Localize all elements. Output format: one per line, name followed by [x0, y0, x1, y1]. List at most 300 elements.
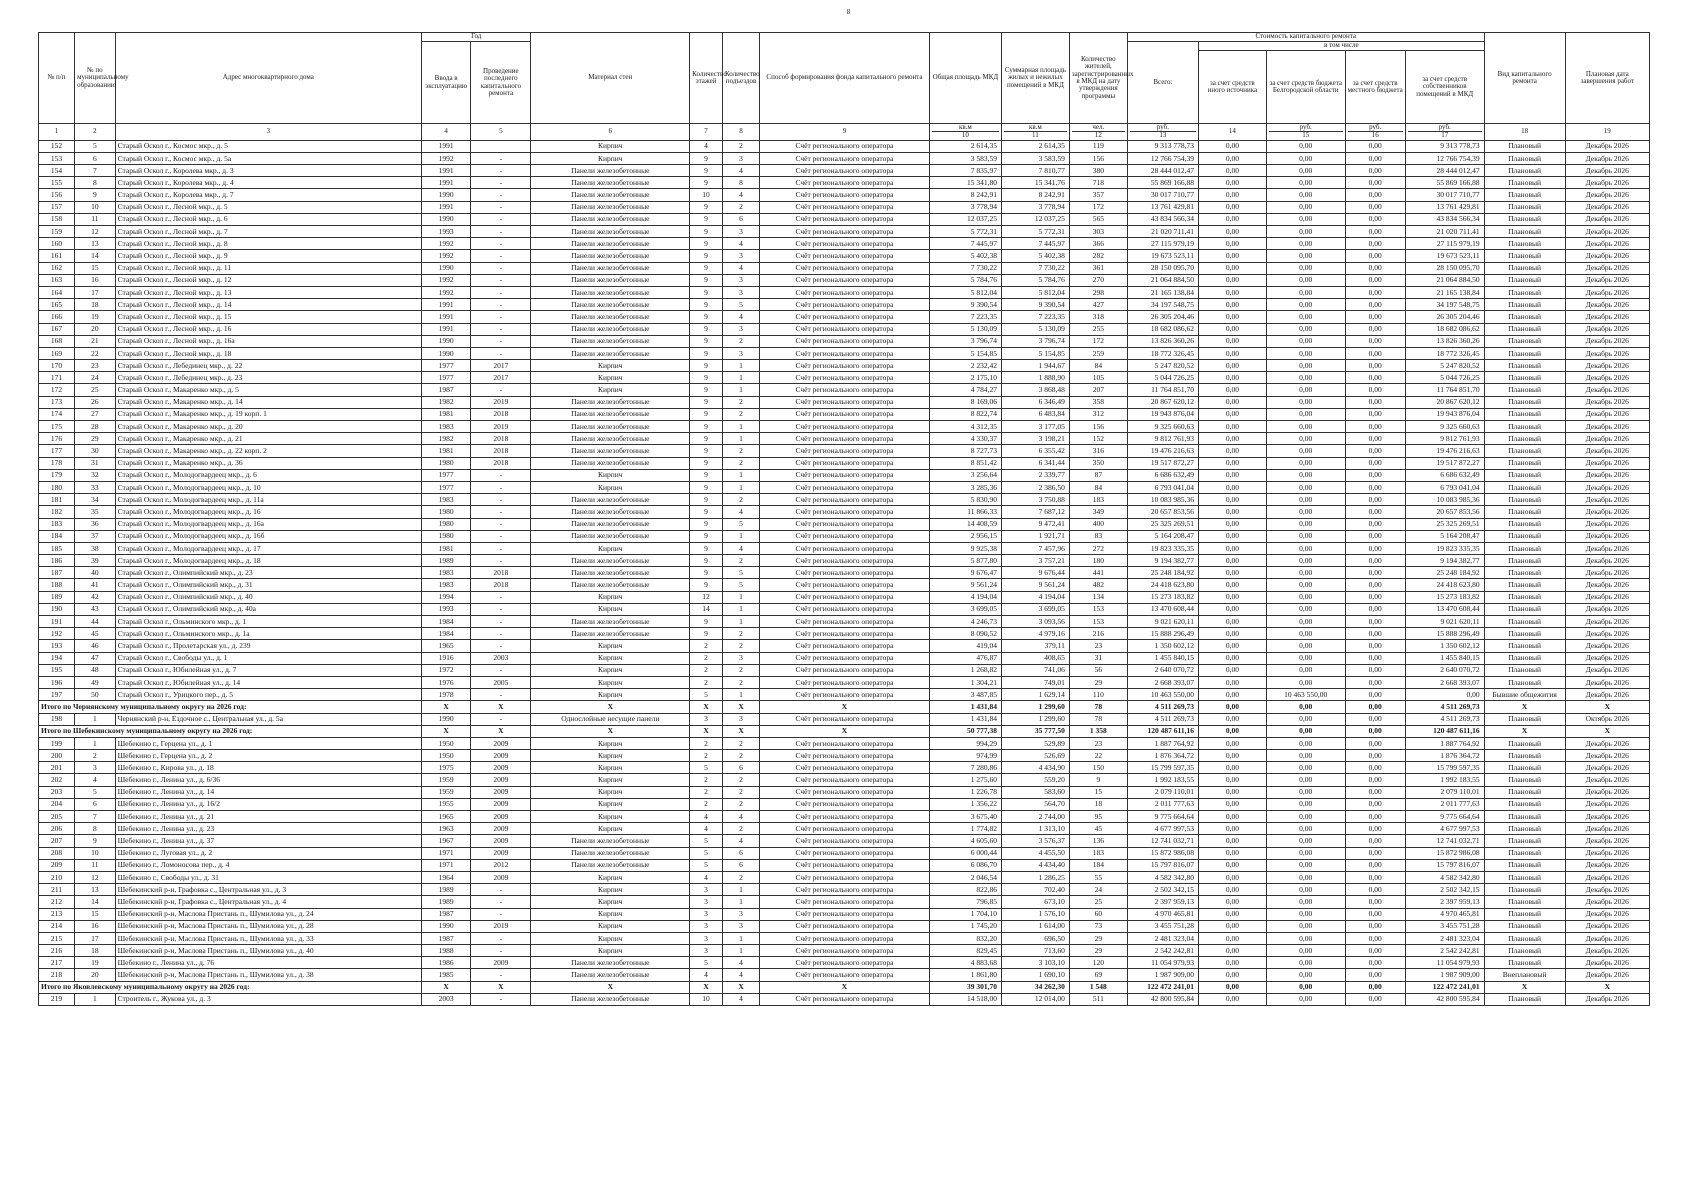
table-cell: 3 796,74 [929, 335, 1001, 347]
table-cell: 1967 [422, 835, 471, 847]
table-cell: 2 [722, 676, 759, 688]
table-cell: 7 457,96 [1002, 542, 1070, 554]
table-cell: Старый Оскол г., Молодогвардеец мкр., д. 17 [115, 542, 421, 554]
table-cell: 0,00 [1266, 628, 1345, 640]
table-row [39, 908, 1650, 920]
column-number-label: 6 [608, 127, 613, 136]
unit-label: руб. [1408, 124, 1482, 132]
table-cell: 4 605,60 [929, 835, 1001, 847]
table-cell: 2009 [471, 786, 531, 798]
table-cell: 1984 [422, 616, 471, 628]
table-cell: 213 [39, 908, 75, 920]
table-cell: 1 [722, 591, 759, 603]
subtotal-cell: 1 548 [1069, 981, 1127, 993]
table-cell: 1990 [422, 213, 471, 225]
table-cell: 45 [1069, 823, 1127, 835]
table-cell: Плановый [1484, 884, 1565, 896]
table-cell: 1 350 602,12 [1127, 640, 1198, 652]
table-cell: 11 866,33 [929, 506, 1001, 518]
table-cell: 0,00 [1198, 457, 1266, 469]
table-cell: Плановый [1484, 530, 1565, 542]
table-cell: 17 [75, 932, 115, 944]
table-cell: 2017 [471, 360, 531, 372]
table-cell: Декабрь 2026 [1565, 664, 1649, 676]
table-row [39, 859, 1650, 871]
table-cell: Плановый [1484, 335, 1565, 347]
table-cell: 1 921,71 [1002, 530, 1070, 542]
table-cell: 5 402,38 [929, 250, 1001, 262]
table-cell: 3 [690, 932, 723, 944]
table-cell: 2 [722, 408, 759, 420]
table-cell: 12 766 754,39 [1127, 152, 1198, 164]
table-cell: Плановый [1484, 908, 1565, 920]
table-cell: 5 772,31 [929, 226, 1001, 238]
table-cell: 0,00 [1266, 811, 1345, 823]
table-cell: Счёт регионального оператора [760, 567, 930, 579]
table-cell: 2 [690, 798, 723, 810]
table-cell: Панели железобетонные [531, 165, 690, 177]
table-cell: Шебекино г., Луговая ул., д. 2 [115, 847, 421, 859]
table-cell: 3 [722, 274, 759, 286]
table-cell: 28 444 012,47 [1127, 165, 1198, 177]
table-cell: Шебекинский р-н, Маслова Пристань п., Шумилова ул., д. 28 [115, 920, 421, 932]
table-cell: Счёт регионального оператора [760, 311, 930, 323]
table-cell: Плановый [1484, 616, 1565, 628]
table-cell: 1989 [422, 896, 471, 908]
table-cell: - [471, 640, 531, 652]
table-cell: Старый Оскол г., Лесной мкр., д. 14 [115, 299, 421, 311]
table-row [39, 299, 1650, 311]
table-cell: 0,00 [1266, 835, 1345, 847]
table-cell: Плановый [1484, 859, 1565, 871]
table-cell: - [471, 250, 531, 262]
table-cell: - [471, 311, 531, 323]
table-cell: 4 970 465,81 [1127, 908, 1198, 920]
table-cell: 564,70 [1002, 798, 1070, 810]
table-cell: 0,00 [1198, 299, 1266, 311]
table-cell: 0,00 [1345, 506, 1405, 518]
table-cell: 14 518,00 [929, 993, 1001, 1005]
table-cell: 357 [1069, 189, 1127, 201]
table-cell: Старый Оскол г., Лесной мкр., д. 18 [115, 347, 421, 359]
table-cell: 358 [1069, 396, 1127, 408]
table-cell: Старый Оскол г., Юбилейная ул., д. 14 [115, 676, 421, 688]
table-row [39, 323, 1650, 335]
column-number [422, 124, 471, 141]
table-cell: Счёт регионального оператора [760, 360, 930, 372]
table-cell: Счёт регионального оператора [760, 347, 930, 359]
table-row [39, 676, 1650, 688]
column-number-label: 11 [1032, 131, 1039, 140]
table-cell: 9 [690, 469, 723, 481]
table-cell: 1 876 364,72 [1127, 750, 1198, 762]
table-cell: 0,00 [1198, 774, 1266, 786]
table-cell: Счёт регионального оператора [760, 713, 930, 725]
table-cell: 1963 [422, 823, 471, 835]
table-cell: 15 273 183,82 [1127, 591, 1198, 603]
table-cell: 3 583,59 [929, 152, 1001, 164]
table-cell: 2 744,00 [1002, 811, 1070, 823]
table-cell: Внеплановый [1484, 969, 1565, 981]
table-cell: 4 312,35 [929, 421, 1001, 433]
subtotal-cell: 1 431,84 [929, 701, 1001, 713]
table-cell: 0,00 [1198, 530, 1266, 542]
table-cell: 22 [75, 347, 115, 359]
table-cell: 0,00 [1266, 469, 1345, 481]
table-cell: Декабрь 2026 [1565, 445, 1649, 457]
column-number [1405, 124, 1484, 141]
table-cell: 8 090,52 [929, 628, 1001, 640]
table-cell: 3 [690, 713, 723, 725]
table-cell: 154 [39, 165, 75, 177]
table-cell: 15 872 986,08 [1405, 847, 1484, 859]
column-number-label: 19 [1603, 127, 1611, 136]
table-cell: Счёт регионального оператора [760, 445, 930, 457]
table-cell: Счёт регионального оператора [760, 750, 930, 762]
table-cell: Плановый [1484, 737, 1565, 749]
table-cell: 0,00 [1266, 177, 1345, 189]
unit-label: руб. [1348, 124, 1403, 132]
table-cell: 4 784,27 [929, 384, 1001, 396]
table-cell: 9 [690, 152, 723, 164]
table-cell: Декабрь 2026 [1565, 945, 1649, 957]
table-cell: 29 [1069, 932, 1127, 944]
table-cell: 21 064 884,50 [1127, 274, 1198, 286]
table-cell: Декабрь 2026 [1565, 798, 1649, 810]
table-cell: 120 [1069, 957, 1127, 969]
table-cell: 0,00 [1345, 676, 1405, 688]
table-cell: Плановый [1484, 250, 1565, 262]
table-cell: 0,00 [1266, 445, 1345, 457]
table-cell: - [471, 262, 531, 274]
table-cell: Плановый [1484, 469, 1565, 481]
table-cell: 29 [75, 433, 115, 445]
table-cell: - [471, 213, 531, 225]
table-cell: 0,00 [1345, 993, 1405, 1005]
table-cell: Счёт регионального оператора [760, 262, 930, 274]
table-cell: Счёт регионального оператора [760, 859, 930, 871]
table-cell: 0,00 [1198, 811, 1266, 823]
table-cell: Шебекино г., Ленина ул., д. 76 [115, 957, 421, 969]
table-cell: 162 [39, 262, 75, 274]
table-cell: 48 [75, 664, 115, 676]
table-cell: 1992 [422, 286, 471, 298]
table-cell: Счёт регионального оператора [760, 396, 930, 408]
table-cell: 9 325 660,63 [1405, 421, 1484, 433]
table-row [39, 932, 1650, 944]
table-cell: 2 [690, 664, 723, 676]
table-cell: 19 517 872,27 [1405, 457, 1484, 469]
table-cell: 2018 [471, 445, 531, 457]
table-cell: 21 165 138,84 [1405, 286, 1484, 298]
table-cell: 7 687,12 [1002, 506, 1070, 518]
table-cell: 18 772 326,45 [1127, 347, 1198, 359]
table-cell: 44 [75, 616, 115, 628]
table-cell: 0,00 [1198, 689, 1266, 701]
table-cell: Декабрь 2026 [1565, 640, 1649, 652]
subtotal-cell: 122 472 241,01 [1127, 981, 1198, 993]
table-cell: 1 [75, 737, 115, 749]
table-cell: Счёт регионального оператора [760, 286, 930, 298]
table-cell: 9 925,38 [929, 542, 1001, 554]
table-cell: Декабрь 2026 [1565, 433, 1649, 445]
table-cell: Старый Оскол г., Лесной мкр., д. 8 [115, 238, 421, 250]
table-cell: 172 [1069, 201, 1127, 213]
col-header-entrances: Количество подъездов [722, 33, 759, 124]
table-cell: 0,00 [1198, 201, 1266, 213]
table-cell: 1 455 840,15 [1405, 652, 1484, 664]
table-cell: 1 [722, 932, 759, 944]
table-cell: Счёт регионального оператора [760, 835, 930, 847]
table-cell: 15 799 597,35 [1405, 762, 1484, 774]
table-row [39, 408, 1650, 420]
table-cell: 26 305 204,46 [1405, 311, 1484, 323]
table-cell: 216 [39, 945, 75, 957]
table-cell: 1991 [422, 177, 471, 189]
table-cell: Кирпич [531, 591, 690, 603]
table-cell: 0,00 [1266, 969, 1345, 981]
table-cell: - [471, 969, 531, 981]
table-cell: 205 [39, 811, 75, 823]
table-cell: Кирпич [531, 652, 690, 664]
table-cell: 1975 [422, 762, 471, 774]
table-cell: 2 [75, 750, 115, 762]
table-cell: 2 [690, 750, 723, 762]
table-row [39, 201, 1650, 213]
table-cell: Старый Оскол г., Макаренко мкр., д. 21 [115, 433, 421, 445]
table-cell: 529,89 [1002, 737, 1070, 749]
table-cell: 9 [690, 530, 723, 542]
table-cell: 4 [722, 506, 759, 518]
table-cell: Счёт регионального оператора [760, 433, 930, 445]
table-cell: 181 [39, 494, 75, 506]
table-cell: 119 [1069, 140, 1127, 152]
table-cell: 5 772,31 [1002, 226, 1070, 238]
table-cell: Плановый [1484, 323, 1565, 335]
table-cell: 2 481 323,04 [1405, 932, 1484, 944]
table-cell: 6 341,44 [1002, 457, 1070, 469]
table-cell: Шебекино г., Ленина ул., д. 14 [115, 786, 421, 798]
table-cell: 0,00 [1266, 396, 1345, 408]
column-number-row [39, 124, 1650, 141]
table-cell: Декабрь 2026 [1565, 201, 1649, 213]
table-cell: 0,00 [1198, 664, 1266, 676]
table-cell: 0,00 [1345, 433, 1405, 445]
table-cell: Плановый [1484, 421, 1565, 433]
table-cell: 1991 [422, 311, 471, 323]
subtotal-cell: X [422, 701, 471, 713]
table-cell: 9 472,41 [1002, 518, 1070, 530]
table-cell: 0,00 [1198, 932, 1266, 944]
table-cell: Плановый [1484, 542, 1565, 554]
column-number-label: 7 [704, 127, 708, 136]
table-cell: - [471, 555, 531, 567]
table-cell: Кирпич [531, 945, 690, 957]
table-cell: Декабрь 2026 [1565, 530, 1649, 542]
table-cell: 4 979,16 [1002, 628, 1070, 640]
col-header-regional-budget: за счет средств бюджета Белгородской области [1266, 51, 1345, 124]
subtotal-row [39, 701, 1650, 713]
table-row [39, 445, 1650, 457]
table-cell: 209 [39, 859, 75, 871]
table-cell: 9 [690, 445, 723, 457]
table-cell: Декабрь 2026 [1565, 957, 1649, 969]
table-cell: 3 [690, 884, 723, 896]
table-cell: Старый Оскол г., Лебединец мкр., д. 22 [115, 360, 421, 372]
table-cell: Старый Оскол г., Лесной мкр., д. 5 [115, 201, 421, 213]
table-cell: Счёт регионального оператора [760, 652, 930, 664]
table-cell: Декабрь 2026 [1565, 542, 1649, 554]
table-cell: Декабрь 2026 [1565, 140, 1649, 152]
table-cell: 441 [1069, 567, 1127, 579]
table-cell: 4 [722, 542, 759, 554]
col-header-total-area: Общая площадь МКД [929, 33, 1001, 124]
column-number-label: 16 [1371, 131, 1379, 140]
table-cell: 5 130,09 [1002, 323, 1070, 335]
table-cell: Старый Оскол г., Космос мкр., д. 5 [115, 140, 421, 152]
table-cell: 34 197 548,75 [1405, 299, 1484, 311]
table-cell: 13 826 360,26 [1127, 335, 1198, 347]
table-cell: 15 341,80 [929, 177, 1001, 189]
table-cell: 136 [1069, 835, 1127, 847]
table-row [39, 713, 1650, 725]
table-cell: 43 [75, 603, 115, 615]
table-cell: 7 [75, 165, 115, 177]
table-cell: 1971 [422, 859, 471, 871]
table-cell: 180 [39, 481, 75, 493]
table-cell: Плановый [1484, 567, 1565, 579]
table-cell: 207 [39, 835, 75, 847]
table-cell: Счёт регионального оператора [760, 299, 930, 311]
table-cell: 6 [722, 859, 759, 871]
table-cell: Панели железобетонные [531, 396, 690, 408]
table-cell: 9 [690, 286, 723, 298]
subtotal-cell: X [1565, 725, 1649, 737]
table-cell: 15 797 816,07 [1405, 859, 1484, 871]
table-cell: 0,00 [1345, 859, 1405, 871]
table-cell: 0,00 [1198, 360, 1266, 372]
table-cell: 6 355,42 [1002, 445, 1070, 457]
table-cell: 38 [75, 542, 115, 554]
table-cell: 1983 [422, 567, 471, 579]
subtotal-cell: 34 262,30 [1002, 981, 1070, 993]
table-cell: 3 778,94 [1002, 201, 1070, 213]
table-cell: 0,00 [1345, 737, 1405, 749]
table-cell: 19 823 335,35 [1127, 542, 1198, 554]
table-cell: 39 [75, 555, 115, 567]
table-cell: Кирпич [531, 908, 690, 920]
table-cell: 0,00 [1345, 494, 1405, 506]
table-cell: 2 [690, 774, 723, 786]
table-cell: - [471, 469, 531, 481]
table-cell: - [471, 518, 531, 530]
table-cell: 3 198,21 [1002, 433, 1070, 445]
table-cell: 0,00 [1345, 835, 1405, 847]
table-cell: 0,00 [1198, 311, 1266, 323]
table-cell: 974,99 [929, 750, 1001, 762]
table-cell: 7 835,97 [929, 165, 1001, 177]
table-cell: 0,00 [1266, 847, 1345, 859]
table-cell: 42 800 595,84 [1405, 993, 1484, 1005]
table-cell: 134 [1069, 591, 1127, 603]
table-cell: Шебекино г., Ленина ул., д. 21 [115, 811, 421, 823]
table-cell: 2 [722, 823, 759, 835]
col-header-other-source: за счет средств иного источника [1198, 51, 1266, 124]
table-cell: 37 [75, 530, 115, 542]
table-cell: 11 764 851,70 [1127, 384, 1198, 396]
table-cell: Счёт регионального оператора [760, 920, 930, 932]
table-cell: 11 764 851,70 [1405, 384, 1484, 396]
table-cell: 9 [690, 238, 723, 250]
table-cell: 0,00 [1345, 664, 1405, 676]
table-cell: 26 [75, 396, 115, 408]
table-cell: 1989 [422, 884, 471, 896]
table-cell: 2018 [471, 433, 531, 445]
table-cell: 0,00 [1345, 823, 1405, 835]
table-cell: Декабрь 2026 [1565, 152, 1649, 164]
table-cell: 170 [39, 360, 75, 372]
table-cell: 0,00 [1198, 408, 1266, 420]
col-header-kind: Вид капитального ремонта [1484, 33, 1565, 124]
table-cell: 4 [722, 262, 759, 274]
table-cell: Декабрь 2026 [1565, 299, 1649, 311]
table-cell: 18 772 326,45 [1405, 347, 1484, 359]
table-cell: Счёт регионального оператора [760, 408, 930, 420]
table-cell: Панели железобетонные [531, 457, 690, 469]
table-cell: 172 [39, 384, 75, 396]
table-cell: Старый Оскол г., Лебединец мкр., д. 23 [115, 372, 421, 384]
table-cell: Плановый [1484, 762, 1565, 774]
table-cell: 7 [75, 811, 115, 823]
table-cell: 0,00 [1345, 786, 1405, 798]
table-cell: - [471, 689, 531, 701]
table-cell: Шебекино г., Ломоносова пер., д. 4 [115, 859, 421, 871]
table-cell: 13 [75, 884, 115, 896]
table-row [39, 737, 1650, 749]
col-header-year-commission: Ввода в эксплуатацию [422, 42, 471, 124]
table-cell: 183 [1069, 847, 1127, 859]
table-cell: 23 [75, 360, 115, 372]
table-cell: 2003 [471, 652, 531, 664]
table-cell: 1 313,10 [1002, 823, 1070, 835]
table-cell: 1992 [422, 152, 471, 164]
table-cell: 0,00 [1266, 932, 1345, 944]
table-cell: 15 888 296,49 [1405, 628, 1484, 640]
table-cell: 2 [722, 445, 759, 457]
table-cell: Декабрь 2026 [1565, 737, 1649, 749]
table-cell: Старый Оскол г., Лесной мкр., д. 12 [115, 274, 421, 286]
table-cell: 14 [75, 250, 115, 262]
table-cell: Счёт регионального оператора [760, 201, 930, 213]
subtotal-cell: 0,00 [1266, 981, 1345, 993]
table-cell: Плановый [1484, 993, 1565, 1005]
table-cell: 218 [39, 969, 75, 981]
table-cell: Декабрь 2026 [1565, 762, 1649, 774]
table-cell: 2009 [471, 798, 531, 810]
table-cell: 9 390,54 [1002, 299, 1070, 311]
table-cell: 9 812 761,93 [1405, 433, 1484, 445]
table-cell: 2009 [471, 737, 531, 749]
table-cell: 210 [39, 871, 75, 883]
table-row [39, 347, 1650, 359]
table-cell: Панели железобетонные [531, 226, 690, 238]
table-cell: - [471, 152, 531, 164]
table-cell: 0,00 [1345, 323, 1405, 335]
table-cell: Шебекино г., Герцена ул., д. 1 [115, 737, 421, 749]
table-cell: 2 386,50 [1002, 481, 1070, 493]
table-cell: 0,00 [1345, 445, 1405, 457]
table-row [39, 823, 1650, 835]
